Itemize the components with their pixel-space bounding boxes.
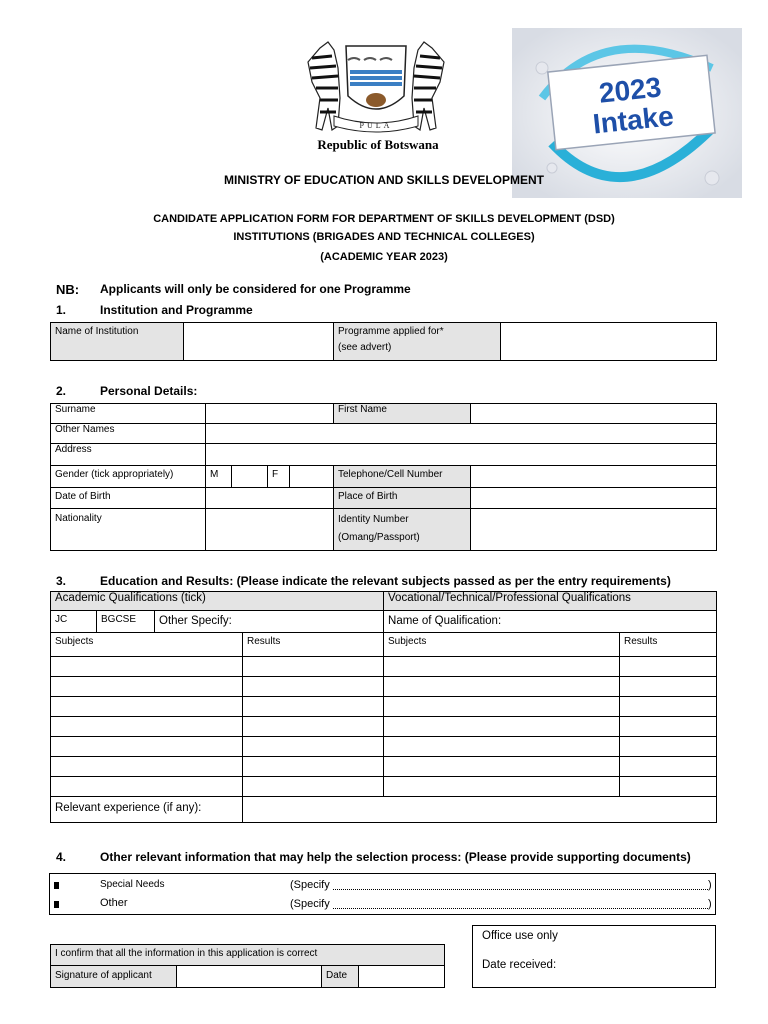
id-number-note: (Omang/Passport) <box>338 532 420 543</box>
vocational-result-cell[interactable] <box>620 657 717 677</box>
motto-text: PULA <box>359 121 393 130</box>
address-label: Address <box>51 444 206 466</box>
form-title-line3: (ACADEMIC YEAR 2023) <box>320 251 448 263</box>
institution-label: Name of Institution <box>51 323 184 361</box>
country-name: Republic of Botswana <box>317 137 439 152</box>
other-names-field[interactable] <box>206 424 717 444</box>
vocational-result-cell[interactable] <box>620 777 717 797</box>
gender-female-label: F <box>268 466 290 488</box>
other-close: ) <box>708 898 712 910</box>
academic-subject-cell[interactable] <box>51 657 243 677</box>
coat-of-arms-emblem <box>298 38 454 138</box>
office-use-title: Office use only <box>482 930 558 942</box>
signature-field[interactable] <box>177 966 322 988</box>
form-title-line2: INSTITUTIONS (BRIGADES AND TECHNICAL COLLEGES) <box>233 231 535 243</box>
subject-row <box>51 757 717 777</box>
jc-option[interactable]: JC <box>51 611 97 633</box>
vocational-subjects-header: Subjects <box>384 633 620 657</box>
institution-programme-table <box>50 322 717 361</box>
academic-subject-cell[interactable] <box>51 717 243 737</box>
pob-field[interactable] <box>471 488 717 509</box>
subject-row <box>51 737 717 757</box>
special-needs-label: Special Needs <box>100 879 165 890</box>
vocational-subject-cell[interactable] <box>384 717 620 737</box>
surname-field[interactable] <box>206 404 334 424</box>
programme-note: (see advert) <box>338 342 392 353</box>
vocational-subject-cell[interactable] <box>384 657 620 677</box>
section2-title: Personal Details: <box>100 384 198 398</box>
academic-subjects-header: Subjects <box>51 633 243 657</box>
pob-label: Place of Birth <box>334 488 471 509</box>
academic-result-cell[interactable] <box>243 717 384 737</box>
education-table <box>50 591 717 823</box>
academic-subject-cell[interactable] <box>51 737 243 757</box>
subject-row <box>51 717 717 737</box>
vocational-result-cell[interactable] <box>620 757 717 777</box>
special-needs-row <box>50 878 715 894</box>
nb-label: NB: <box>56 282 80 297</box>
first-name-field[interactable] <box>471 404 717 424</box>
other-dotted-field[interactable] <box>333 897 708 909</box>
programme-label-text: Programme applied for* <box>338 326 444 337</box>
academic-result-cell[interactable] <box>243 697 384 717</box>
telephone-field[interactable] <box>471 466 717 488</box>
vocational-subject-cell[interactable] <box>384 757 620 777</box>
signature-label: Signature of applicant <box>51 966 177 988</box>
surname-label: Surname <box>51 404 206 424</box>
bullet-icon <box>54 882 59 889</box>
nationality-field[interactable] <box>206 509 334 551</box>
other-info-box <box>49 873 716 915</box>
vocational-result-cell[interactable] <box>620 737 717 757</box>
special-needs-close: ) <box>708 879 712 891</box>
date-label: Date <box>322 966 359 988</box>
id-number-label <box>334 509 471 551</box>
other-specify: (Specify <box>290 898 330 910</box>
dob-label: Date of Birth <box>51 488 206 509</box>
academic-result-cell[interactable] <box>243 737 384 757</box>
first-name-label: First Name <box>334 404 471 424</box>
vocational-result-cell[interactable] <box>620 697 717 717</box>
badge-word: Intake <box>591 100 676 140</box>
section3-title: Education and Results: (Please indicate the relevant subjects passed as per the entry requirements) <box>100 574 671 588</box>
subject-row <box>51 697 717 717</box>
confirmation-table <box>50 944 445 988</box>
qualification-name-field[interactable]: Name of Qualification: <box>384 611 717 633</box>
academic-subject-cell[interactable] <box>51 777 243 797</box>
office-use-box <box>472 925 716 988</box>
special-needs-specify: (Specify <box>290 879 330 891</box>
id-number-field[interactable] <box>471 509 717 551</box>
programme-field[interactable] <box>501 323 717 361</box>
gender-female-checkbox[interactable] <box>290 466 334 488</box>
subject-row <box>51 777 717 797</box>
vocational-results-header: Results <box>620 633 717 657</box>
address-field[interactable] <box>206 444 717 466</box>
other-names-label: Other Names <box>51 424 206 444</box>
academic-subject-cell[interactable] <box>51 697 243 717</box>
date-field[interactable] <box>359 966 445 988</box>
dob-field[interactable] <box>206 488 334 509</box>
nationality-label: Nationality <box>51 509 206 551</box>
confirmation-statement: I confirm that all the information in this application is correct <box>51 945 445 966</box>
gender-male-label: M <box>206 466 232 488</box>
section2-number: 2. <box>56 384 67 398</box>
special-needs-dotted-field[interactable] <box>333 878 708 890</box>
academic-subject-cell[interactable] <box>51 757 243 777</box>
bullet-icon <box>54 901 59 908</box>
academic-result-cell[interactable] <box>243 677 384 697</box>
academic-results-header: Results <box>243 633 384 657</box>
id-number-text: Identity Number <box>338 514 409 525</box>
date-received-label: Date received: <box>482 959 557 971</box>
telephone-label: Telephone/Cell Number <box>334 466 471 488</box>
vocational-subject-cell[interactable] <box>384 777 620 797</box>
ministry-heading: MINISTRY OF EDUCATION AND SKILLS DEVELOPMENT <box>223 173 544 187</box>
section3-number: 3. <box>56 574 67 588</box>
section1-title: Institution and Programme <box>100 303 253 317</box>
institution-field[interactable] <box>184 323 334 361</box>
form-title-line1: CANDIDATE APPLICATION FORM FOR DEPARTMENT OF SKILLS DEVELOPMENT (DSD) <box>153 213 615 225</box>
academic-result-cell[interactable] <box>243 777 384 797</box>
experience-label: Relevant experience (if any): <box>51 797 243 823</box>
section4-number: 4. <box>56 850 67 864</box>
nb-text: Applicants will only be considered for one Programme <box>100 282 411 296</box>
other-label: Other <box>100 897 128 909</box>
vocational-result-cell[interactable] <box>620 717 717 737</box>
experience-field[interactable] <box>243 797 717 823</box>
bgcse-option[interactable]: BGCSE <box>97 611 155 633</box>
vocational-subject-cell[interactable] <box>384 677 620 697</box>
academic-subject-cell[interactable] <box>51 677 243 697</box>
other-specify-option[interactable]: Other Specify: <box>155 611 384 633</box>
gender-label: Gender (tick appropriately) <box>51 466 206 488</box>
gender-male-checkbox[interactable] <box>232 466 268 488</box>
academic-result-cell[interactable] <box>243 657 384 677</box>
vocational-qualifications-header: Vocational/Technical/Professional Qualifications <box>384 592 717 611</box>
section4-title: Other relevant information that may help the selection process: (Please provide supporting documents) <box>100 850 691 864</box>
other-row <box>50 896 715 912</box>
academic-qualifications-header: Academic Qualifications (tick) <box>51 592 384 611</box>
vocational-subject-cell[interactable] <box>384 697 620 717</box>
academic-result-cell[interactable] <box>243 757 384 777</box>
subject-row <box>51 657 717 677</box>
vocational-result-cell[interactable] <box>620 677 717 697</box>
section1-number: 1. <box>56 303 67 317</box>
programme-label <box>334 323 501 361</box>
personal-details-table <box>50 403 717 551</box>
vocational-subject-cell[interactable] <box>384 737 620 757</box>
badge-year: 2023 <box>597 71 663 109</box>
subject-row <box>51 677 717 697</box>
